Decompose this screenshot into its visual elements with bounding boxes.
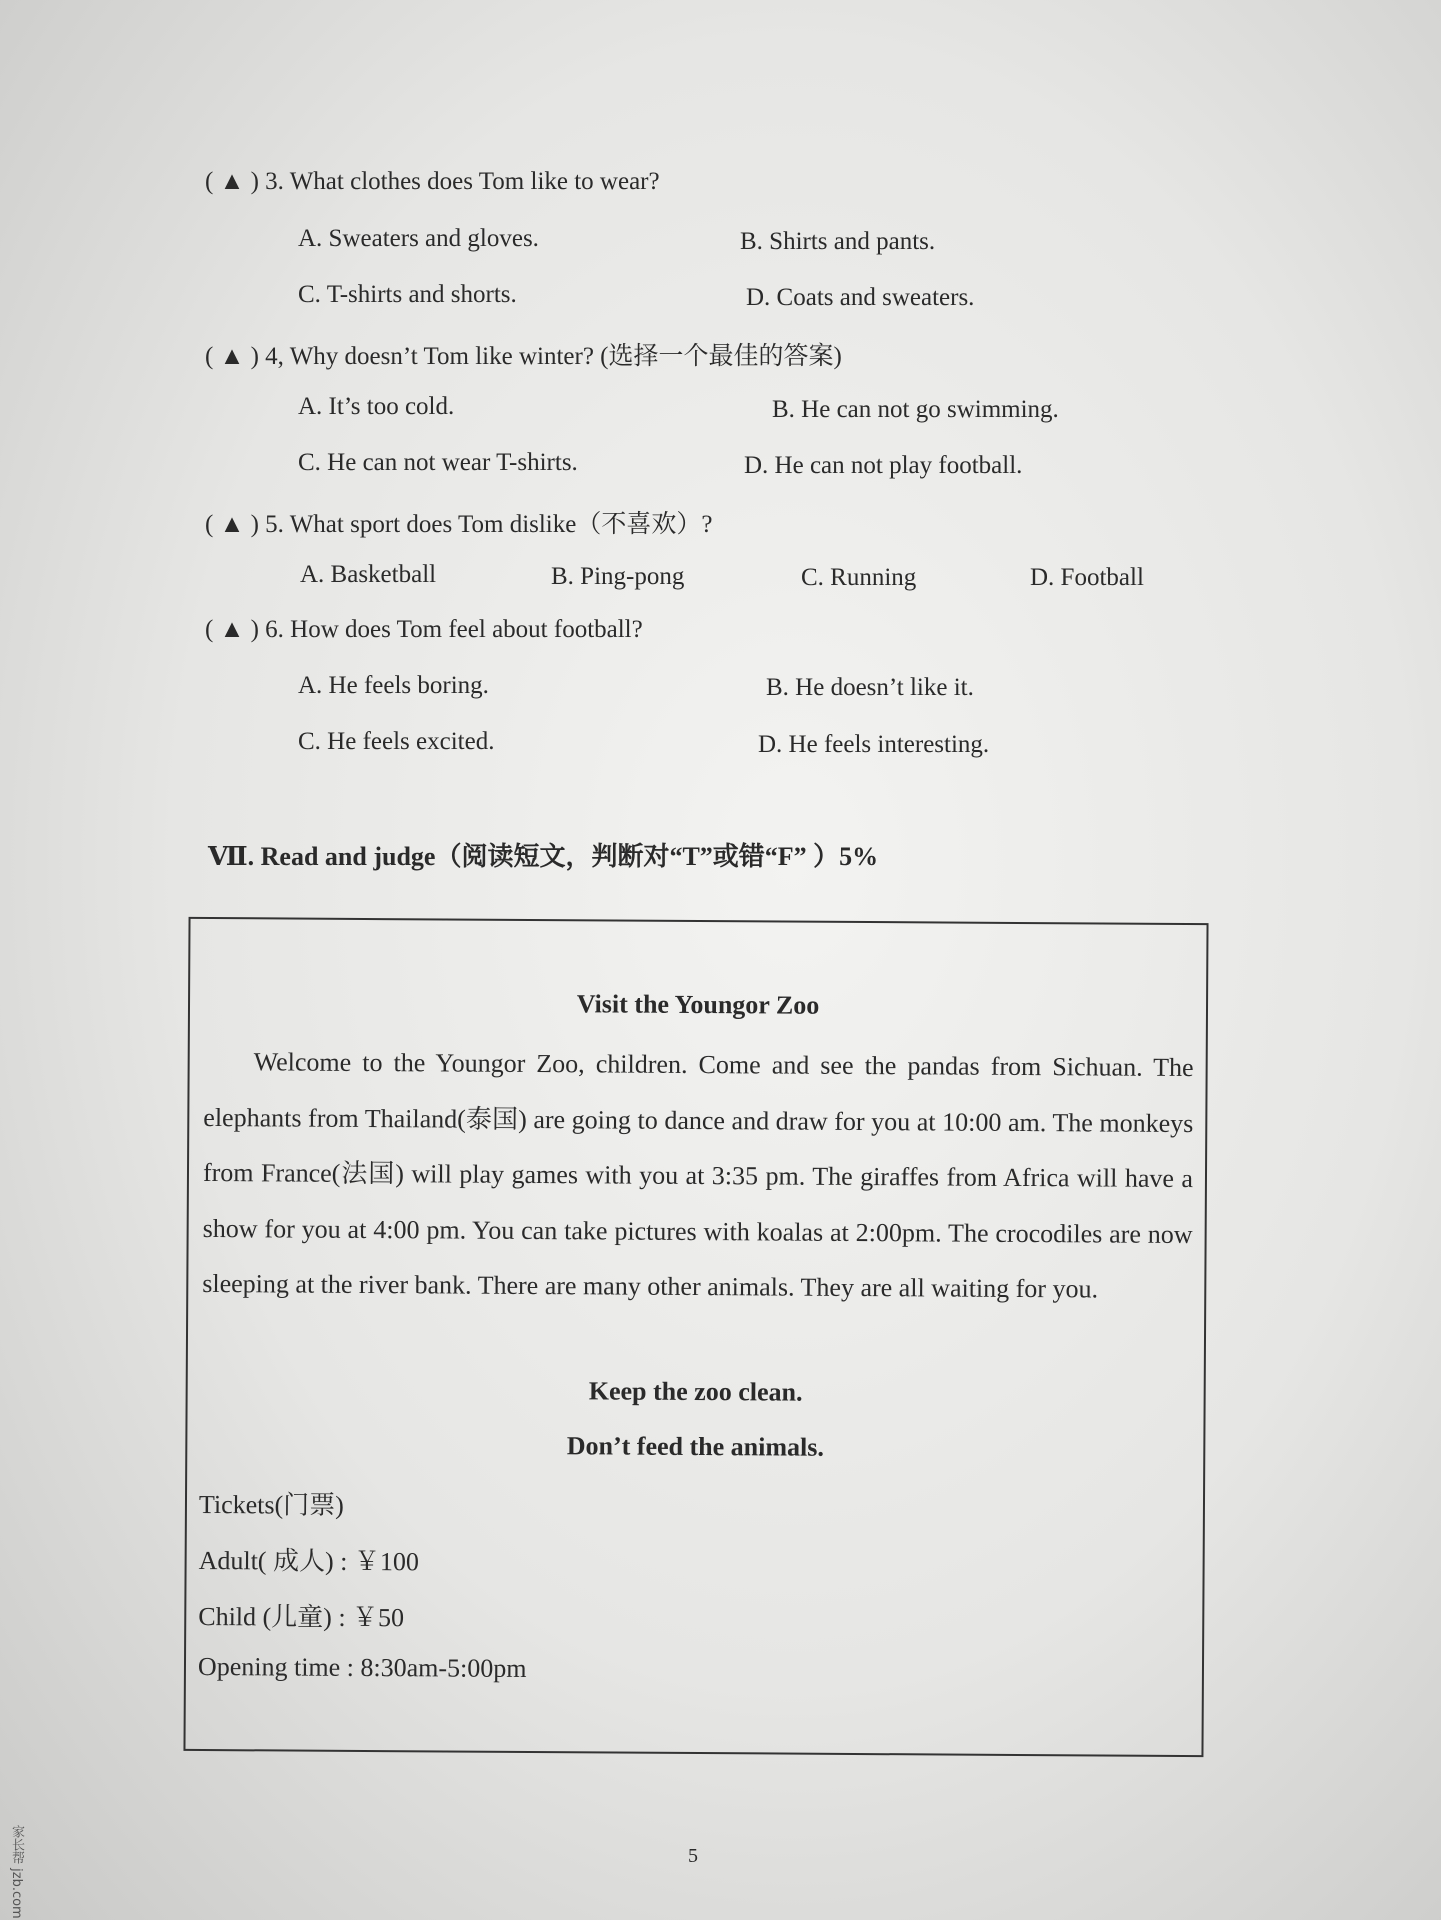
answer-blank-6[interactable]: ( ▲ ) <box>205 616 259 643</box>
passage-title: Visit the Youngor Zoo <box>576 989 820 1020</box>
q3-option-b: B. Shirts and pants. <box>740 228 936 255</box>
watermark: 家长帮 jzb.com <box>9 1825 24 1919</box>
zoo-rule-clean: Keep the zoo clean. <box>588 1376 803 1407</box>
q6-option-c: C. He feels excited. <box>298 728 495 755</box>
q6-option-d: D. He feels interesting. <box>758 731 990 758</box>
q5-option-d: D. Football <box>1030 564 1144 591</box>
passage-paragraph: Welcome to the Youngor Zoo, children. Come and see the pandas from Sichuan. The elephants from Thailand(泰国) are going to dance and draw for you at 10:00 am. The monkeys from France(法国) will play games with you at 3:35 pm. The giraffes from Africa will have a show for you at 4:00 pm. You can take pictures with koalas at 2:00pm. The crocodiles are now sleeping at the river bank. There are many other animals. They are all waiting for you. <box>202 1047 1194 1304</box>
question-3-text: 3. What clothes does Tom like to wear? <box>265 168 660 195</box>
q6-option-a: A. He feels boring. <box>298 672 489 699</box>
answer-blank-4[interactable]: ( ▲ ) <box>205 343 259 370</box>
question-5 <box>205 504 712 540</box>
question-4-text: 4, Why doesn’t Tom like winter? (选择一个最佳的答案) <box>265 343 842 370</box>
answer-blank-3[interactable]: ( ▲ ) <box>205 168 259 195</box>
section-title: Ⅶ. Read and judge（阅读短文，判断对“T”或错“F” ）5% <box>208 842 879 871</box>
child-price: Child (儿童) : ￥50 <box>198 1601 405 1633</box>
q4-option-a: A. It’s too cold. <box>298 393 455 420</box>
q5-option-b: B. Ping-pong <box>551 563 685 590</box>
question-5-text: 5. What sport does Tom dislike（不喜欢）? <box>265 511 713 538</box>
page-number: 5 <box>688 1845 698 1867</box>
tickets-label: Tickets(门票) <box>198 1489 344 1520</box>
passage-box <box>183 917 1208 1757</box>
passage-body <box>202 1034 1194 1318</box>
q4-option-d: D. He can not play football. <box>744 452 1023 479</box>
answer-blank-5[interactable]: ( ▲ ) <box>205 511 259 538</box>
q5-option-a: A. Basketball <box>300 561 437 588</box>
q3-option-c: C. T-shirts and shorts. <box>298 281 517 308</box>
q4-option-c: C. He can not wear T-shirts. <box>298 449 578 476</box>
question-6 <box>205 616 643 644</box>
adult-price: Adult( 成人) : ￥100 <box>198 1545 419 1577</box>
question-4 <box>205 336 842 372</box>
q3-option-a: A. Sweaters and gloves. <box>298 225 539 252</box>
q4-option-b: B. He can not go swimming. <box>772 396 1059 423</box>
opening-time: Opening time : 8:30am-5:00pm <box>197 1651 527 1683</box>
q6-option-b: B. He doesn’t like it. <box>766 674 974 701</box>
question-3 <box>205 168 660 196</box>
q3-option-d: D. Coats and sweaters. <box>746 284 975 311</box>
zoo-rule-feed: Don’t feed the animals. <box>566 1431 824 1462</box>
question-6-text: 6. How does Tom feel about football? <box>265 616 643 643</box>
q5-option-c: C. Running <box>801 564 917 591</box>
